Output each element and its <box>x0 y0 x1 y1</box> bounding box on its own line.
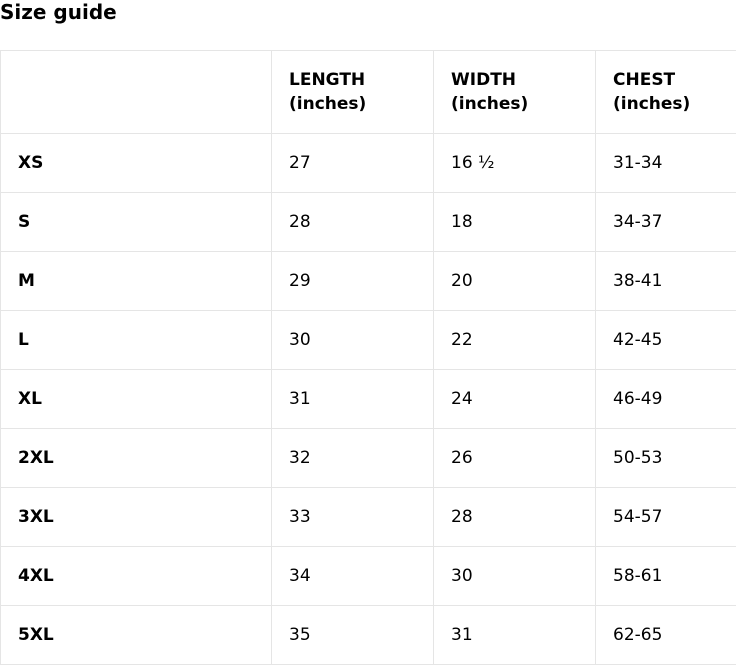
cell-size: 2XL <box>1 429 272 488</box>
table-row <box>1 606 736 665</box>
cell-length: 32 <box>272 429 434 488</box>
cell-chest: 62-65 <box>596 606 736 665</box>
header-width-cell: WIDTH (inches) <box>434 51 596 134</box>
cell-size: 5XL <box>1 606 272 665</box>
table-row <box>1 429 736 488</box>
cell-chest: 54-57 <box>596 488 736 547</box>
header-length-cell: LENGTH (inches) <box>272 51 434 134</box>
cell-size: 3XL <box>1 488 272 547</box>
cell-chest: 58-61 <box>596 547 736 606</box>
cell-length: 34 <box>272 547 434 606</box>
cell-size: S <box>1 193 272 252</box>
cell-length: 31 <box>272 370 434 429</box>
page-title: Size guide <box>0 0 117 24</box>
cell-width: 18 <box>434 193 596 252</box>
table-header-row <box>1 51 736 134</box>
cell-chest: 38-41 <box>596 252 736 311</box>
table-row <box>1 488 736 547</box>
cell-size: M <box>1 252 272 311</box>
cell-width: 31 <box>434 606 596 665</box>
size-guide-table-container <box>0 50 736 665</box>
cell-length: 35 <box>272 606 434 665</box>
cell-chest: 42-45 <box>596 311 736 370</box>
cell-size: XL <box>1 370 272 429</box>
header-chest-cell: CHEST (inches) <box>596 51 736 134</box>
table-row <box>1 193 736 252</box>
cell-width: 26 <box>434 429 596 488</box>
cell-chest: 31-34 <box>596 134 736 193</box>
cell-chest: 50-53 <box>596 429 736 488</box>
table-row <box>1 311 736 370</box>
cell-length: 28 <box>272 193 434 252</box>
cell-size: XS <box>1 134 272 193</box>
cell-width: 28 <box>434 488 596 547</box>
header-size-cell <box>1 51 272 134</box>
cell-width: 20 <box>434 252 596 311</box>
cell-length: 33 <box>272 488 434 547</box>
cell-length: 30 <box>272 311 434 370</box>
cell-chest: 34-37 <box>596 193 736 252</box>
cell-size: L <box>1 311 272 370</box>
cell-width: 24 <box>434 370 596 429</box>
table-row <box>1 252 736 311</box>
size-guide-table <box>0 50 736 665</box>
table-row <box>1 370 736 429</box>
table-row <box>1 134 736 193</box>
cell-width: 16 ½ <box>434 134 596 193</box>
cell-width: 22 <box>434 311 596 370</box>
cell-size: 4XL <box>1 547 272 606</box>
cell-width: 30 <box>434 547 596 606</box>
cell-length: 27 <box>272 134 434 193</box>
cell-length: 29 <box>272 252 434 311</box>
cell-chest: 46-49 <box>596 370 736 429</box>
table-row <box>1 547 736 606</box>
